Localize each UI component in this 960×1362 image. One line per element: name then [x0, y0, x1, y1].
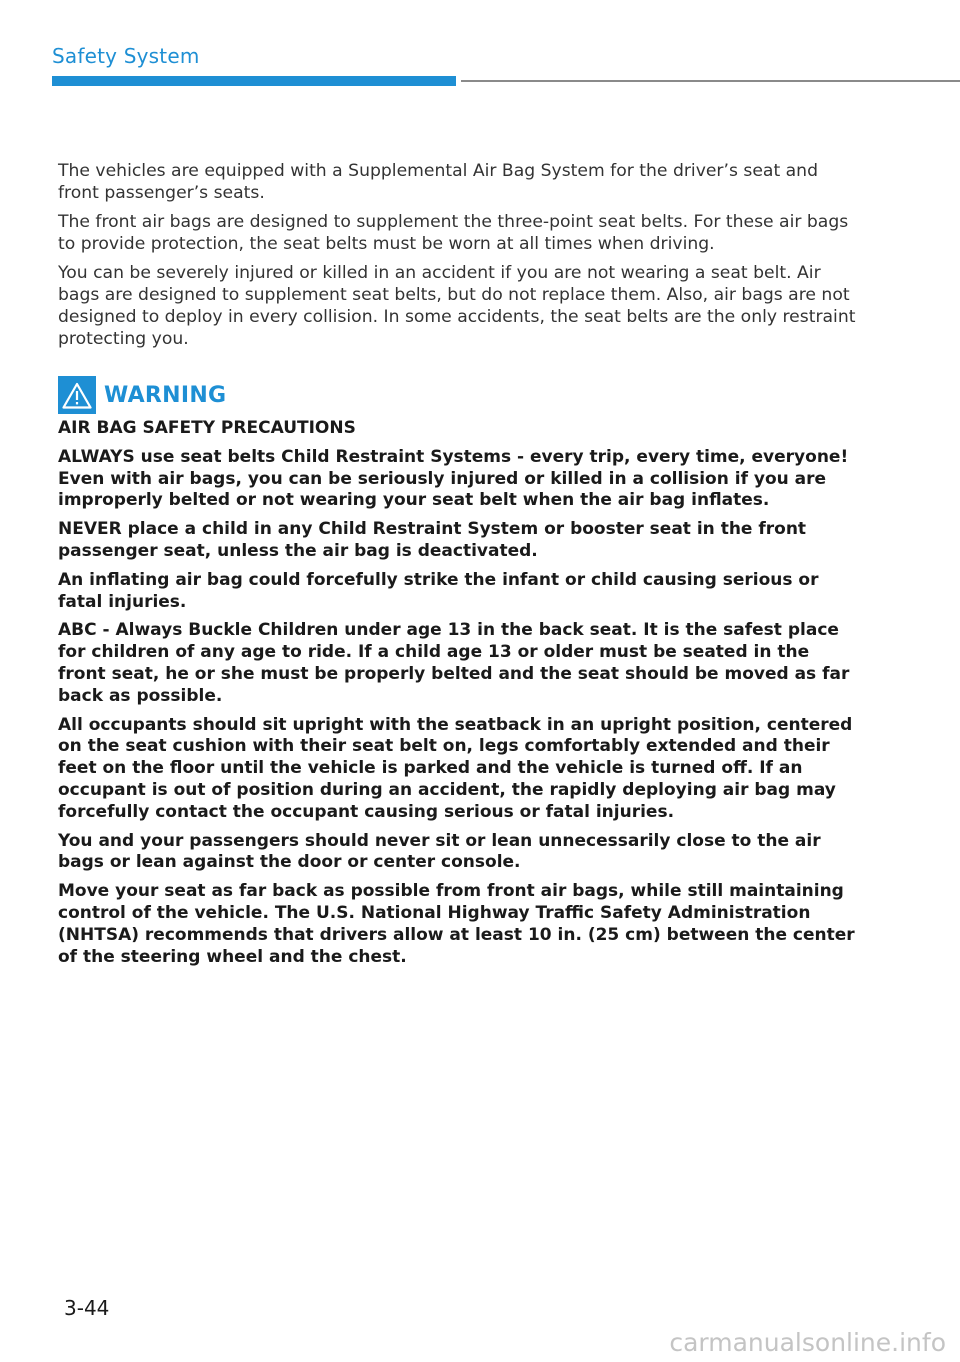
intro-paragraph: The front air bags are designed to supplement the three-point seat belts. For these air bags to provide protection, the seat belts must be worn at all times when driving.: [58, 212, 849, 254]
intro-text: [58, 160, 858, 357]
header-accent-bar: [52, 76, 456, 86]
warning-paragraph: All occupants should sit upright with the seatback in an upright position, centered on the seat cushion with their seat belt on, legs comfortably extended and their feet on the floor until the vehicle is parked and the vehicle is turned off. If an occupant is out of position during an accident, the rapidly deploying air bag may forcefully contact the occupant causing serious or fatal injuries.: [58, 714, 853, 822]
warning-triangle-icon: [58, 376, 96, 414]
warning-label: WARNING: [104, 382, 227, 408]
section-title: Safety System: [52, 44, 200, 68]
intro-paragraph: The vehicles are equipped with a Supplemental Air Bag System for the driver’s seat and front passenger’s seats.: [58, 161, 818, 203]
warning-paragraph: An inflating air bag could forcefully strike the infant or child causing serious or fatal injuries.: [58, 569, 819, 612]
warning-body: [58, 418, 858, 975]
warning-paragraph: ABC - Always Buckle Children under age 13 in the back seat. It is the safest place for children of any age to ride. If a child age 13 or older must be seated in the front seat, he or she must be properly belted and the seat should be moved as far back as possible.: [58, 620, 850, 706]
header-divider-line: [461, 80, 960, 82]
warning-subheading: AIR BAG SAFETY PRECAUTIONS: [58, 418, 356, 438]
intro-paragraph: You can be severely injured or killed in an accident if you are not wearing a seat belt. Air bags are designed to supplement seat belts, but do not replace them. Also, air bags are not designed to deploy in every collision. In some accidents, the seat belts are the only restraint protecting you.: [58, 263, 856, 349]
warning-heading: [58, 376, 226, 414]
warning-paragraph: You and your passengers should never sit or lean unnecessarily close to the air bags or lean against the door or center console.: [58, 830, 821, 873]
warning-paragraph: Move your seat as far back as possible from front air bags, while still maintaining control of the vehicle. The U.S. National Highway Traffic Safety Administration (NHTSA) recommends that drivers allow at least 10 in. (25 cm) between the center of the steering wheel and the chest.: [58, 881, 855, 967]
warning-paragraph: NEVER place a child in any Child Restraint System or booster seat in the front passenger seat, unless the air bag is deactivated.: [58, 519, 807, 561]
warning-paragraph: ALWAYS use seat belts Child Restraint Systems - every trip, every time, everyone! Even with air bags, you can be seriously injured or killed in a collision if you are improperly belted or not wearing your seat belt when the air bag inflates.: [58, 446, 849, 511]
watermark: carmanualsonline.info: [669, 1328, 946, 1357]
page-number: 3-44: [64, 1296, 110, 1320]
